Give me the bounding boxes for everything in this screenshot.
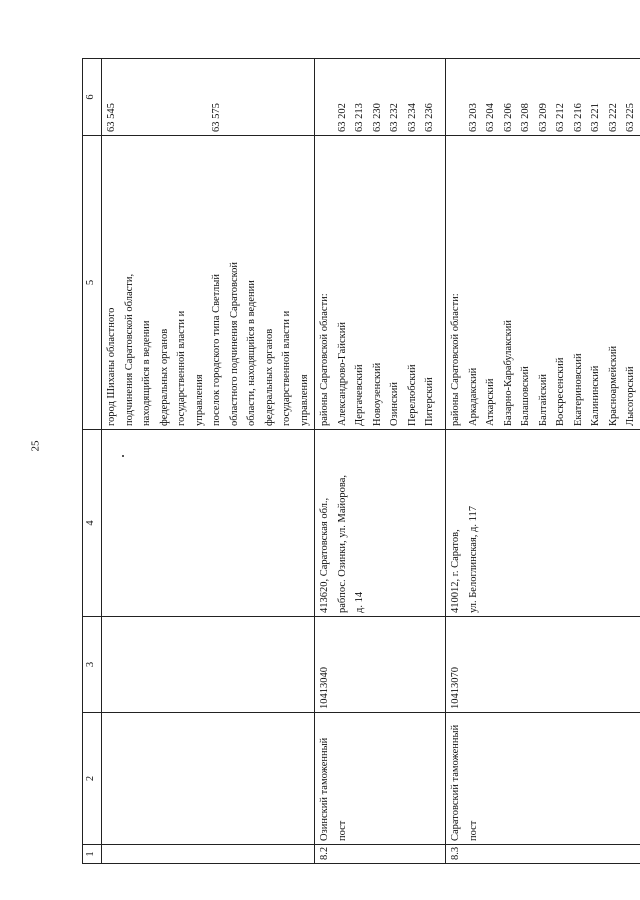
territory-line: управления (193, 374, 205, 426)
territory-cell: районы Саратовской области: Аркадакский Аткарский Базарно-Карабулакский Балашовский Балтайский Воскресенский Екатериновский Калининский Красноармейский Лысогорский (446, 136, 640, 430)
okato-code: 63 545 (106, 103, 117, 132)
post-code: 10413040 (315, 617, 446, 713)
territory-line: федеральных органов (158, 328, 170, 426)
post-code: 10413070 (446, 617, 640, 713)
table-row-continued (102, 59, 315, 864)
okato-cell: 63 202 63 213 63 230 63 232 63 234 63 236 (315, 59, 446, 136)
territory-line: находящийся в ведении (141, 320, 152, 426)
territory-line: государственной власти и (176, 310, 187, 426)
post-name: Озинский таможенный пост (315, 713, 446, 845)
territory-line: областного подчинения Саратовской (228, 261, 240, 426)
post-address: 413620, Саратовская обл., рабпос. Озинки, ул. Майорова, д. 14 (315, 430, 446, 617)
territory-line: государственной власти и (281, 310, 292, 426)
territory-line: подчинения Саратовской области, (123, 273, 135, 426)
header-col-3: 3 (83, 617, 102, 713)
territory-line: поселок городского типа Светлый (211, 274, 222, 426)
rotated-table-wrapper (82, 59, 636, 864)
header-col-2: 2 (83, 713, 102, 845)
header-row (83, 59, 102, 864)
territory-line: области, находящийся в ведении (246, 280, 257, 426)
header-col-4: 4 (83, 430, 102, 617)
okato-code: 63 575 (211, 103, 222, 132)
header-col-6: 6 (83, 59, 102, 136)
row-number: 8.2 (315, 845, 446, 864)
page-number: 25 (29, 440, 42, 452)
table-row (446, 59, 640, 864)
territory-line: управления (298, 374, 310, 426)
table-row (315, 59, 446, 864)
customs-table (82, 58, 640, 864)
territory-line: город Шиханы областного (106, 307, 117, 426)
header-col-5: 5 (83, 136, 102, 430)
okato-cell: 63 203 63 204 63 206 63 208 63 209 63 212 63 216 63 221 63 222 63 225 (446, 59, 640, 136)
post-address: 410012, г. Саратов, ул. Белоглинская, д. 117 (446, 430, 640, 617)
territory-cell (102, 136, 315, 430)
row-number: 8.3 (446, 845, 640, 864)
header-col-1: 1 (83, 845, 102, 864)
okato-cell (102, 59, 315, 136)
territory-cell: районы Саратовской области: Александрово-Гайский Дергачевский Новоузенский Озинский Перелюбский Питерский (315, 136, 446, 430)
territory-line: федеральных органов (263, 328, 275, 426)
post-name: Саратовский таможенный пост (446, 713, 640, 845)
